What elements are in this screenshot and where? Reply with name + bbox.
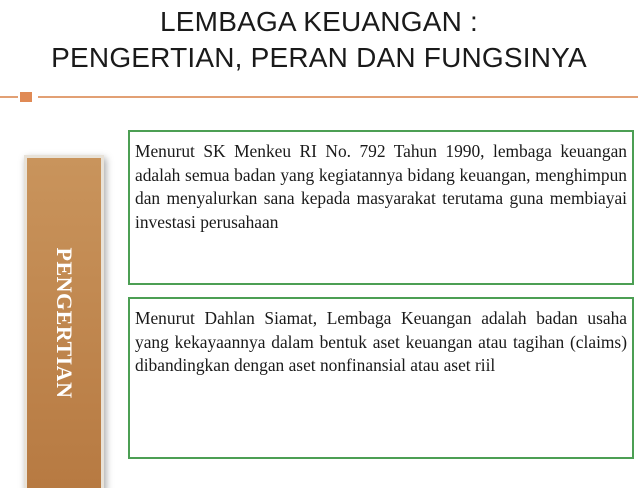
- title-reflection: [44, 90, 634, 102]
- definition-box-1: [128, 130, 634, 285]
- title-underline-left: [0, 96, 18, 98]
- slide-title: [0, 4, 638, 76]
- side-label-panel: [27, 158, 101, 488]
- title-line-2: PENGERTIAN, PERAN DAN FUNGSINYA: [51, 42, 587, 73]
- definition-text-1: Menurut SK Menkeu RI No. 792 Tahun 1990, lembaga keuangan adalah semua badan yang kegiatannya bidang keuangan, menghimpun dan menyalurkan sana kepada masyarakat terutama guna membiayai investasi perusahaan: [135, 141, 627, 232]
- title-line-1: LEMBAGA KEUANGAN :: [160, 6, 478, 37]
- definition-box-2: [128, 297, 634, 459]
- title-underline-marker: [20, 92, 32, 102]
- side-label: PENGERTIAN: [52, 247, 77, 399]
- definition-text-2: Menurut Dahlan Siamat, Lembaga Keuangan adalah badan usaha yang kekayaannya dalam bentuk aset keuangan atau tagihan (claims) dibandingkan dengan aset nonfinansial atau aset riil: [135, 308, 627, 375]
